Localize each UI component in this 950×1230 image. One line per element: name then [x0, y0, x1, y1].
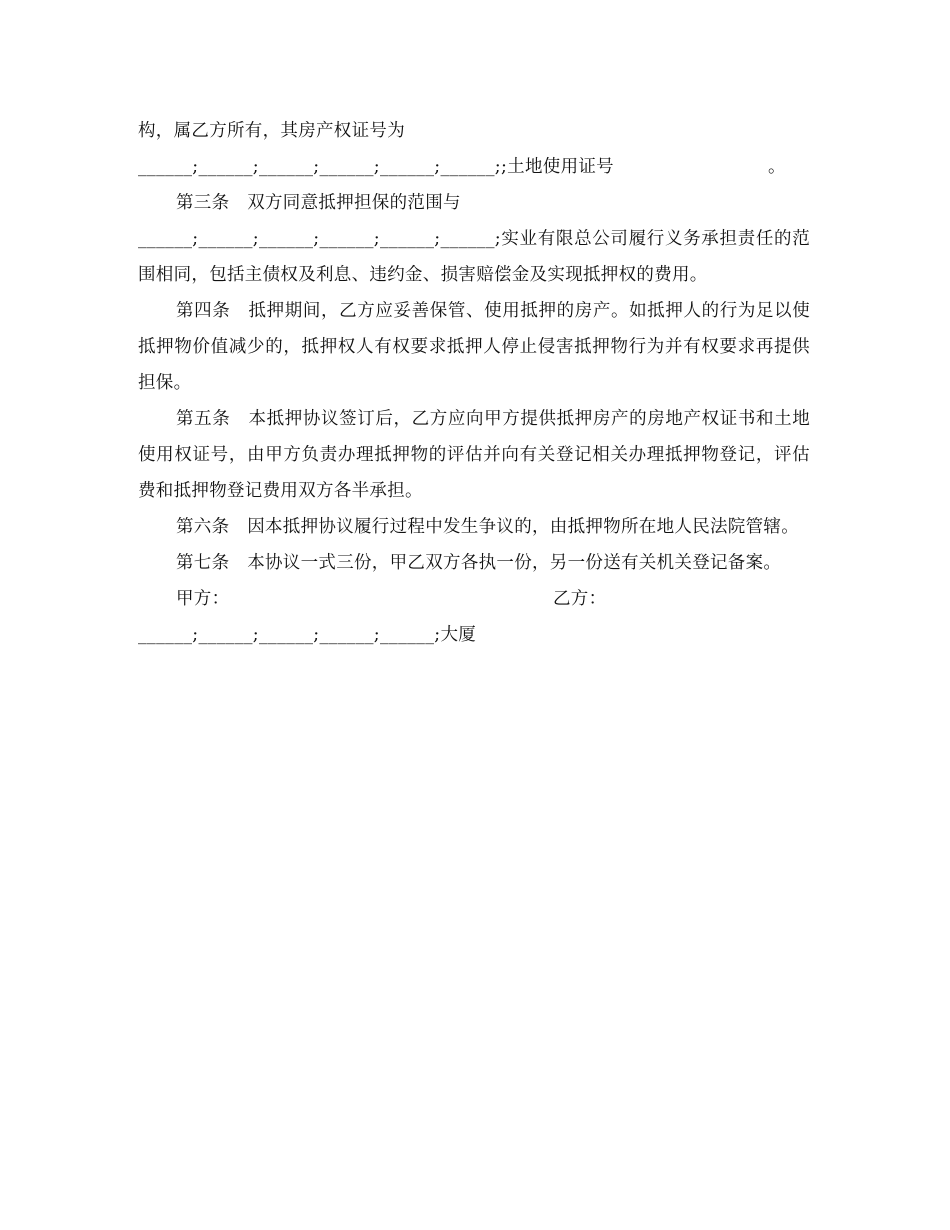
- article-5: 第五条 本抵押协议签订后，乙方应向甲方提供抵押房产的房地产权证书和土地使用权证号，由甲方负责办理抵押物的评估并向有关登记相关办理抵押物登记，评估费和抵押物登记费用双方各半承担。: [138, 409, 810, 501]
- paragraph-line-1: 构，属乙方所有，其房产权证号为: [138, 121, 405, 141]
- article-4: 第四条 抵押期间，乙方应妥善保管、使用抵押的房产。如抵押人的行为足以使抵押物价值减少的，抵押权人有权要求抵押人停止侵害抵押物行为并有权要求再提供担保。: [138, 301, 810, 393]
- article-7: 第七条 本协议一式三份，甲乙双方各执一份，另一份送有关机关登记备案。: [176, 553, 782, 573]
- party-a-label: 甲方：: [176, 589, 230, 609]
- certificate-blanks: ______;______;______;______;______;______;;土地使用证号: [138, 157, 614, 177]
- article-6: 第六条 因本抵押协议履行过程中发生争议的，由抵押物所在地人民法院管辖。: [176, 517, 799, 537]
- article-3-body: ______;______;______;______;______;______;实业有限总公司履行义务承担责任的范围相同，包括主债权及利息、违约金、损害赔偿金及实现抵押权的费用。: [138, 229, 810, 285]
- document-body: [138, 113, 810, 653]
- paragraph-line-2: [138, 149, 810, 185]
- party-signature-row: [138, 581, 810, 617]
- party-b-label: 乙方：: [553, 589, 607, 609]
- article-3-heading: 第三条 双方同意抵押担保的范围与: [176, 193, 461, 213]
- address-blanks-line: ______;______;______;______;______;大厦: [138, 625, 477, 645]
- line-2-period: 。: [768, 157, 786, 177]
